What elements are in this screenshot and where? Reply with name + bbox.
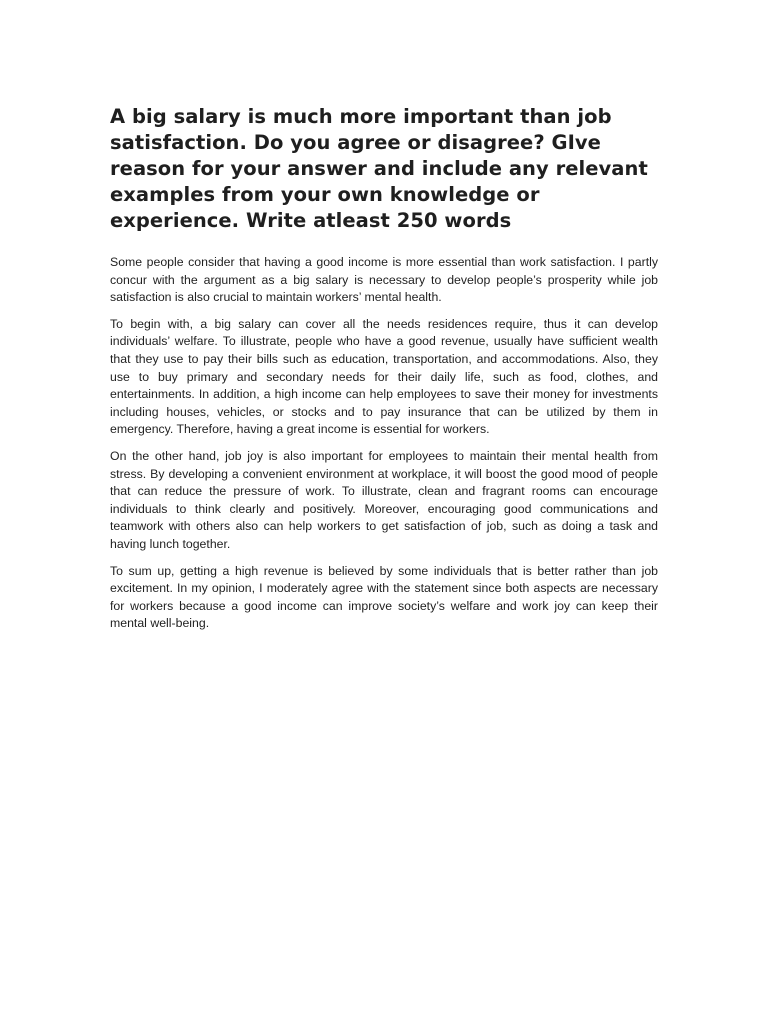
document-body xyxy=(110,104,658,642)
essay-paragraph-conclusion: To sum up, getting a high revenue is believed by some individuals that is better rather than job excitement. In my opinion, I moderately agree with the statement since both aspects are necessary for workers because a good income can improve society’s welfare and work joy can keep their mental well-being. xyxy=(110,563,658,631)
essay-paragraph-salary: To begin with, a big salary can cover all the needs residences require, thus it can develop individuals’ welfare. To illustrate, people who have a good revenue, usually have sufficient wealth that they use to pay their bills such as education, transportation, and accommodations. Also, they use to buy primary and secondary needs for their daily life, such as food, clothes, and entertainments. In addition, a high income can help employees to save their money for investments including houses, vehicles, or stocks and to pay insurance that can be utilized by them in emergency. Therefore, having a great income is essential for workers. xyxy=(110,316,658,437)
essay-paragraph-job-joy: On the other hand, job joy is also important for employees to maintain their mental health from stress. By developing a convenient environment at workplace, it will boost the good mood of people that can reduce the pressure of work. To illustrate, clean and fragrant rooms can encourage individuals to think clearly and positively. Moreover, encouraging good communications and teamwork with others also can help workers to get satisfaction of job, such as doing a task and having lunch together. xyxy=(110,448,658,551)
essay-paragraph-intro: Some people consider that having a good income is more essential than work satisfaction. I partly concur with the argument as a big salary is necessary to develop people’s prosperity while job satisfaction is also crucial to maintain workers’ mental health. xyxy=(110,255,658,305)
essay-question-title: A big salary is much more important than job satisfaction. Do you agree or disagree? GIve reason for your answer and include any relevant examples from your own knowledge or experience. Write atleast 250 words xyxy=(110,105,648,232)
